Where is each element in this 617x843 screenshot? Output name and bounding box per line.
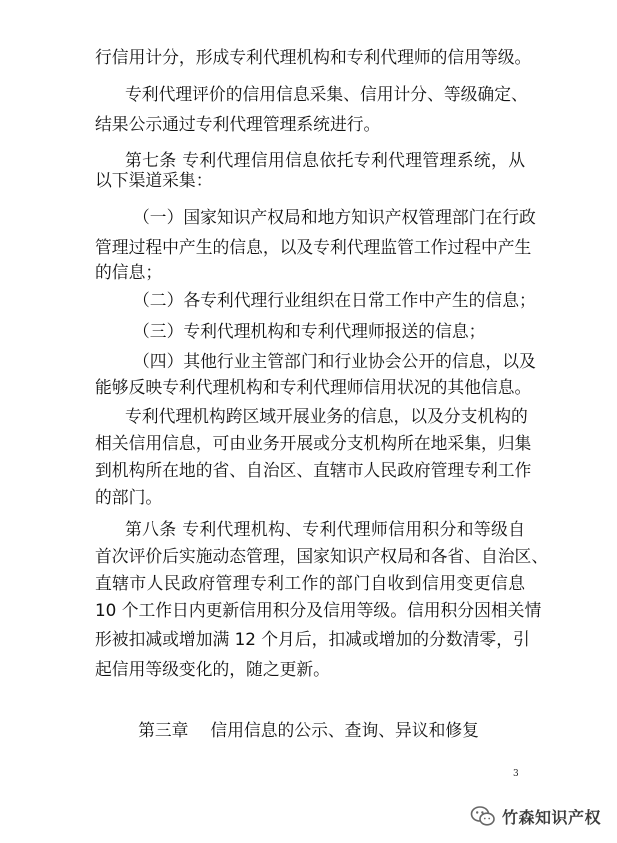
text-line: （三）专利代理机构和专利代理师报送的信息； bbox=[133, 321, 486, 341]
wechat-icon bbox=[470, 804, 496, 828]
text-line: 起信用等级变化的，随之更新。 bbox=[95, 659, 330, 679]
text-line: 以下渠道采集： bbox=[95, 170, 213, 190]
text-line: 能够反映专利代理机构和专利代理师信用状况的其他信息。 bbox=[95, 377, 532, 397]
watermark bbox=[470, 799, 601, 833]
text-line: 到机构所在地的省、自治区、直辖市人民政府管理专利工作 bbox=[95, 460, 532, 480]
chapter-heading bbox=[0, 720, 617, 740]
text-line: 首次评价后实施动态管理，国家知识产权局和各省、自治区、 bbox=[95, 546, 549, 566]
text-line: （一）国家知识产权局和地方知识产权管理部门在行政 bbox=[133, 207, 536, 227]
text-line: 专利代理评价的信用信息采集、信用计分、等级确定、 bbox=[125, 84, 528, 104]
text-line: 相关信用信息，可由业务开展或分支机构所在地采集，归集 bbox=[95, 433, 532, 453]
text-line: 第八条 专利代理机构、专利代理师信用积分和等级自 bbox=[125, 519, 525, 539]
text-line: 专利代理机构跨区域开展业务的信息，以及分支机构的 bbox=[125, 406, 528, 426]
text-line: （二）各专利代理行业组织在日常工作中产生的信息； bbox=[133, 290, 536, 310]
text-line: 的部门。 bbox=[95, 487, 163, 507]
text-line: （四）其他行业主管部门和行业协会公开的信息，以及 bbox=[133, 351, 536, 371]
text-line: 第七条 专利代理信用信息依托专利代理管理系统，从 bbox=[125, 150, 525, 170]
text-line: 行信用计分，形成专利代理机构和专利代理师的信用等级。 bbox=[95, 47, 532, 67]
text-line: 的信息； bbox=[95, 262, 163, 282]
page-number: 3 bbox=[513, 769, 519, 779]
watermark-text: 竹森知识产权 bbox=[502, 807, 602, 827]
text-line: 形被扣减或增加满 12 个月后，扣减或增加的分数清零，引 bbox=[95, 629, 530, 649]
text-line: 直辖市人民政府管理专利工作的部门自收到信用变更信息 bbox=[95, 573, 525, 593]
chapter-number: 第三章 bbox=[138, 720, 189, 740]
chapter-title: 信用信息的公示、查询、异议和修复 bbox=[210, 720, 479, 740]
text-line: 结果公示通过专利代理管理系统进行。 bbox=[95, 114, 381, 134]
text-line: 10 个工作日内更新信用积分及信用等级。信用积分因相关情 bbox=[95, 600, 542, 620]
text-line: 管理过程中产生的信息，以及专利代理监管工作过程中产生 bbox=[95, 237, 532, 257]
